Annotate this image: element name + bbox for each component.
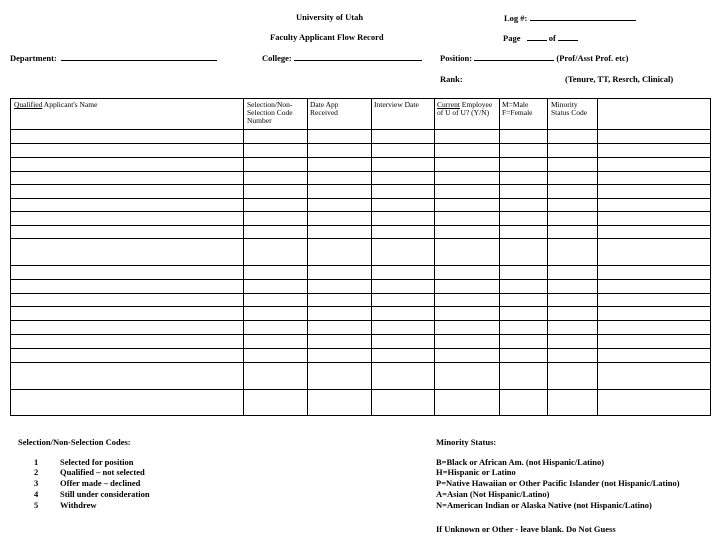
- log-number-line[interactable]: [530, 12, 636, 21]
- list-item: B=Black or African Am. (not Hispanic/Latino): [436, 457, 605, 467]
- column-divider: [243, 99, 244, 415]
- list-item: N=American Indian or Alaska Native (not Hispanic/Latino): [436, 500, 652, 510]
- column-header-current-employee: [437, 101, 497, 117]
- department-field[interactable]: [10, 52, 217, 63]
- table-row[interactable]: [11, 265, 710, 266]
- table-row[interactable]: [11, 293, 710, 294]
- department-line[interactable]: [61, 52, 217, 61]
- code-text: Still under consideration: [60, 489, 150, 499]
- code-number: 5: [34, 500, 39, 510]
- column-header-date-received: Date App Received: [310, 100, 339, 117]
- table-row[interactable]: [11, 348, 710, 349]
- list-item: [34, 478, 140, 488]
- code-number: 2: [34, 467, 39, 477]
- list-item: [34, 489, 150, 499]
- table-row[interactable]: [11, 362, 710, 363]
- rank-hint: (Tenure, TT, Resrch, Clinical): [565, 74, 674, 84]
- table-row[interactable]: [11, 225, 710, 226]
- page-total-line[interactable]: [558, 32, 578, 41]
- list-item: H=Hispanic or Latino: [436, 467, 516, 477]
- column-header-text: Employee of U of U? (Y/N): [437, 100, 493, 117]
- code-number: 3: [34, 478, 39, 488]
- college-line[interactable]: [294, 52, 422, 61]
- page-number-line[interactable]: [527, 32, 547, 41]
- position-line[interactable]: [474, 52, 554, 61]
- column-header-underlined: Current: [437, 100, 460, 109]
- column-header-gender: M=Male F=Female: [502, 100, 533, 117]
- column-header-interview-date: Interview Date: [374, 100, 419, 109]
- table-row[interactable]: [11, 279, 710, 280]
- code-text: Offer made – declined: [60, 478, 141, 488]
- position-label: Position:: [440, 53, 473, 63]
- table-row[interactable]: [11, 157, 710, 158]
- code-text: Qualified – not selected: [60, 467, 145, 477]
- department-label: Department:: [10, 53, 57, 63]
- page-label: Page: [503, 33, 521, 43]
- column-header-text: Applicant's Name: [42, 100, 98, 109]
- table-row[interactable]: [11, 171, 710, 172]
- table-row[interactable]: [11, 211, 710, 212]
- position-hint: (Prof/Asst Prof. etc): [556, 53, 629, 63]
- column-divider: [371, 99, 372, 415]
- applicant-table: [10, 98, 711, 416]
- table-row[interactable]: [11, 320, 710, 321]
- column-header-applicant-name: [14, 101, 239, 109]
- column-divider: [434, 99, 435, 415]
- university-title: University of Utah: [296, 12, 364, 22]
- log-label: Log #:: [504, 13, 528, 23]
- table-row[interactable]: [11, 306, 710, 307]
- list-item: A=Asian (Not Hispanic/Latino): [436, 489, 550, 499]
- table-row[interactable]: [11, 389, 710, 390]
- rank-label: Rank:: [440, 74, 463, 84]
- log-number-field[interactable]: [504, 12, 636, 23]
- column-divider: [307, 99, 308, 415]
- code-text: Withdrew: [60, 500, 97, 510]
- code-number: 4: [34, 489, 39, 499]
- column-divider: [499, 99, 500, 415]
- table-row[interactable]: [11, 334, 710, 335]
- column-header-selection-code: Selection/Non-Selection Code Number: [247, 100, 293, 125]
- table-row[interactable]: [11, 129, 710, 130]
- list-item: [34, 457, 134, 467]
- column-header-minority-status: Minority Status Code: [551, 100, 588, 117]
- code-text: Selected for position: [60, 457, 134, 467]
- minority-status-note: If Unknown or Other - leave blank. Do Not Guess: [436, 524, 616, 534]
- list-item: P=Native Hawaiian or Other Pacific Islander (not Hispanic/Latino): [436, 478, 680, 488]
- page-field[interactable]: [503, 32, 578, 43]
- table-row[interactable]: [11, 184, 710, 185]
- form-title: Faculty Applicant Flow Record: [270, 32, 384, 42]
- table-row[interactable]: [11, 238, 710, 239]
- college-field[interactable]: [262, 52, 422, 63]
- position-field[interactable]: [440, 52, 629, 63]
- column-divider: [547, 99, 548, 415]
- list-item: [34, 500, 97, 510]
- table-row[interactable]: [11, 198, 710, 199]
- code-number: 1: [34, 457, 39, 467]
- table-row[interactable]: [11, 143, 710, 144]
- column-header-underlined: Qualified: [14, 100, 43, 109]
- page-of-label: of: [548, 33, 556, 43]
- list-item: [34, 467, 145, 477]
- college-label: College:: [262, 53, 292, 63]
- column-divider: [597, 99, 598, 415]
- minority-status-title: Minority Status:: [436, 437, 497, 447]
- selection-codes-title: Selection/Non-Selection Codes:: [18, 437, 131, 447]
